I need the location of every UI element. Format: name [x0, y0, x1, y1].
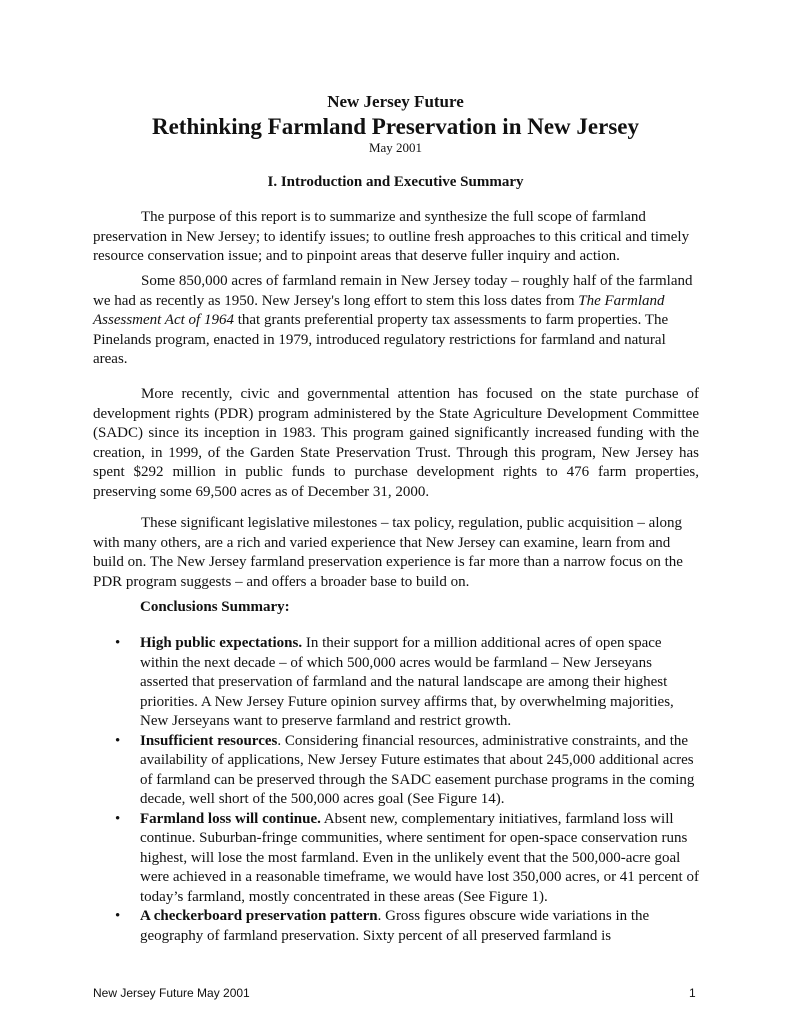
- item-text: Absent new, complementary initiatives, farmland loss will continue. Suburban-fringe communities, where sentiment for open-space conservation runs highest, will lose the most farmland. Even in the unlikely event that the 500,000-acre goal were achieved in a reasonable timeframe, we would have lost 350,000 acres, or 41 percent of today’s farmland, mostly concentrated in these areas (See Figure 1).: [140, 810, 699, 905]
- item-text: In their support for a million additional acres of open space within the next decade – of which 500,000 acres would be farmland – New Jerseyans asserted that preservation of farmland and the natural landscape are among their highest priorities. A New Jersey Future opinion survey affirms that, by overwhelming majorities, New Jerseyans want to preserve farmland and restrict growth.: [140, 635, 674, 729]
- paragraph-text-part: Some 850,000 acres of farmland remain in New Jersey today – roughly half of the farmland we had as recently as 1950. New Jersey's long effort to stem this loss dates from: [93, 273, 693, 309]
- item-lead: A checkerboard preservation pattern: [140, 908, 378, 924]
- list-item: [93, 732, 699, 810]
- item-lead: Insufficient resources: [140, 732, 278, 749]
- list-item: [93, 907, 699, 946]
- list-item: [93, 810, 699, 908]
- conclusions-list: [93, 634, 699, 946]
- bullet-icon: •: [115, 908, 121, 924]
- paragraph-farmland-history: [93, 272, 699, 370]
- list-item: [93, 634, 699, 732]
- item-text: . Gross figures obscure wide variations in the geography of farmland preservation. Sixty percent of all preserved farmland is: [140, 908, 650, 944]
- item-lead: Farmland loss will continue.: [140, 810, 321, 827]
- bullet-icon: •: [115, 810, 121, 827]
- paragraph-text: More recently, civic and governmental attention has focused on the state purchase of development rights (PDR) program administered by the State Agriculture Development Committee (SADC) since its inception in 1983. This program gained significantly increased funding with the creation, in 1999, of the Garden State Preservation Trust. Through this program, New Jersey has spent $292 million in public funds to purchase development rights to 476 farm properties, preserving some 69,500 acres as of December 31, 2000.: [93, 386, 699, 500]
- organization-name: New Jersey Future: [327, 92, 464, 111]
- paragraph-text: [93, 272, 699, 370]
- paragraph-text: These significant legislative milestones – tax policy, regulation, public acquisition – along with many others, are a rich and varied experience that New Jersey can examine, learn from and build on. The New Jersey farmland preservation experience is far more than a narrow focus on the PDR program suggests – and offers a broader base to build on.: [93, 515, 683, 590]
- document-title: Rethinking Farmland Preservation in New Jersey: [151, 114, 639, 139]
- page-number: 1: [689, 986, 696, 1000]
- conclusions-heading: Conclusions Summary:: [140, 599, 290, 615]
- footer-label: New Jersey Future May 2001: [93, 986, 250, 1000]
- paragraph-purpose: [93, 208, 699, 267]
- paragraph-text: The purpose of this report is to summarize and synthesize the full scope of farmland preservation in New Jersey; to identify issues; to outline fresh approaches to this critical and timely resource conservation issue; and to pinpoint areas that deserve fuller inquiry and action.: [93, 209, 690, 264]
- act-title: The Farmland Assessment Act of 1964: [93, 292, 665, 328]
- item-lead: High public expectations.: [140, 635, 303, 651]
- bullet-icon: •: [115, 732, 121, 749]
- paragraph-text-part: that grants preferential property tax assessments to farm properties. The Pinelands program, enacted in 1979, introduced regulatory restrictions for farmland and natural areas.: [93, 312, 669, 367]
- bullet-icon: •: [115, 635, 121, 651]
- paragraph-pdr-program: [93, 385, 699, 502]
- paragraph-milestones: [93, 514, 699, 592]
- document-date: May 2001: [368, 140, 423, 155]
- item-text: . Considering financial resources, administrative constraints, and the availability of applications, New Jersey Future estimates that about 245,000 additional acres of farmland can be preserved through the SADC easement purchase programs in the coming decade, well short of the 500,000 acres goal (See Figure 14).: [140, 732, 695, 807]
- section-heading: I. Introduction and Executive Summary: [267, 174, 524, 190]
